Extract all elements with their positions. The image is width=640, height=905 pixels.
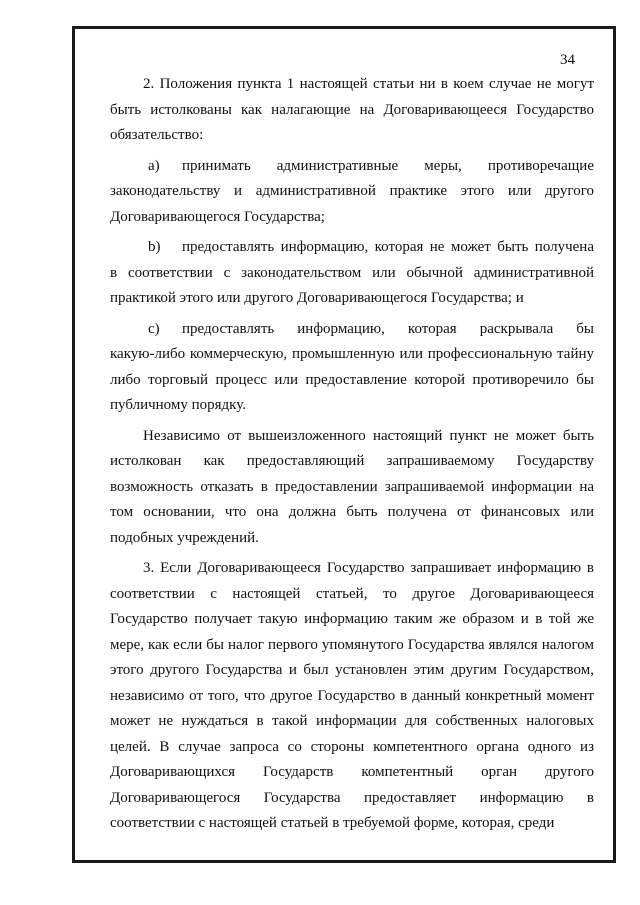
- list-marker-a: a): [148, 157, 160, 174]
- paragraph-2-intro: 2. Положения пункта 1 настоящей статьи ни в коем случае не могут быть истолкованы как налагающие на Договаривающееся Государство обязательство:: [110, 76, 594, 143]
- list-item-a: [110, 154, 594, 231]
- paragraph-3: 3. Если Договаривающееся Государство запрашивает информацию в соответствии с настоящей статьей, то другое Договаривающееся Государство получает такую информацию таким же образом и в той же мере, как если бы налог первого упомянутого Государства являлся налогом этого другого Государства и был установлен этим другим Государством, независимо от того, что другое Государство в данный конкретный момент может не нуждаться в такой информации для собственных налоговых целей. В случае запроса со стороны компетентного органа одного из Договаривающихся Государств компетентный орган другого Договаривающегося Государства предоставляет информацию в соответствии с настоящей статьей в требуемой форме, которая, среди: [110, 560, 594, 831]
- list-item-c-first-line: предоставлять информацию, которая раскрывала бы: [182, 320, 594, 337]
- list-item-b-first-line: предоставлять информацию, которая не может быть получена: [182, 239, 594, 255]
- paragraph-2-note: Независимо от вышеизложенного настоящий пункт не может быть истолкован как предоставляющий запрашиваемому Государству возможность отказать в предоставлении запрашиваемой информации на том основании, что она должна быть получена от финансовых или подобных учреждений.: [110, 427, 594, 546]
- list-item-c-text: какую-либо коммерческую, промышленную или профессиональную тайну либо торговый процесс или предоставление которой противоречило бы публичному порядку.: [110, 346, 594, 413]
- list-item-c: [110, 317, 594, 419]
- list-marker-b: b): [148, 239, 161, 255]
- list-item-b: [110, 235, 594, 312]
- list-marker-c: c): [148, 320, 160, 337]
- list-item-a-text: законодательству и административной практике этого или другого Договаривающегося Государства;: [110, 183, 594, 225]
- page-number: 34: [560, 52, 575, 68]
- list-item-b-text: в соответствии с законодательством или обычной административной практикой этого или другого Договаривающегося Государства; и: [110, 264, 594, 306]
- list-item-a-first-line: принимать административные меры, противоречащие: [182, 157, 594, 174]
- document-body: [110, 72, 594, 837]
